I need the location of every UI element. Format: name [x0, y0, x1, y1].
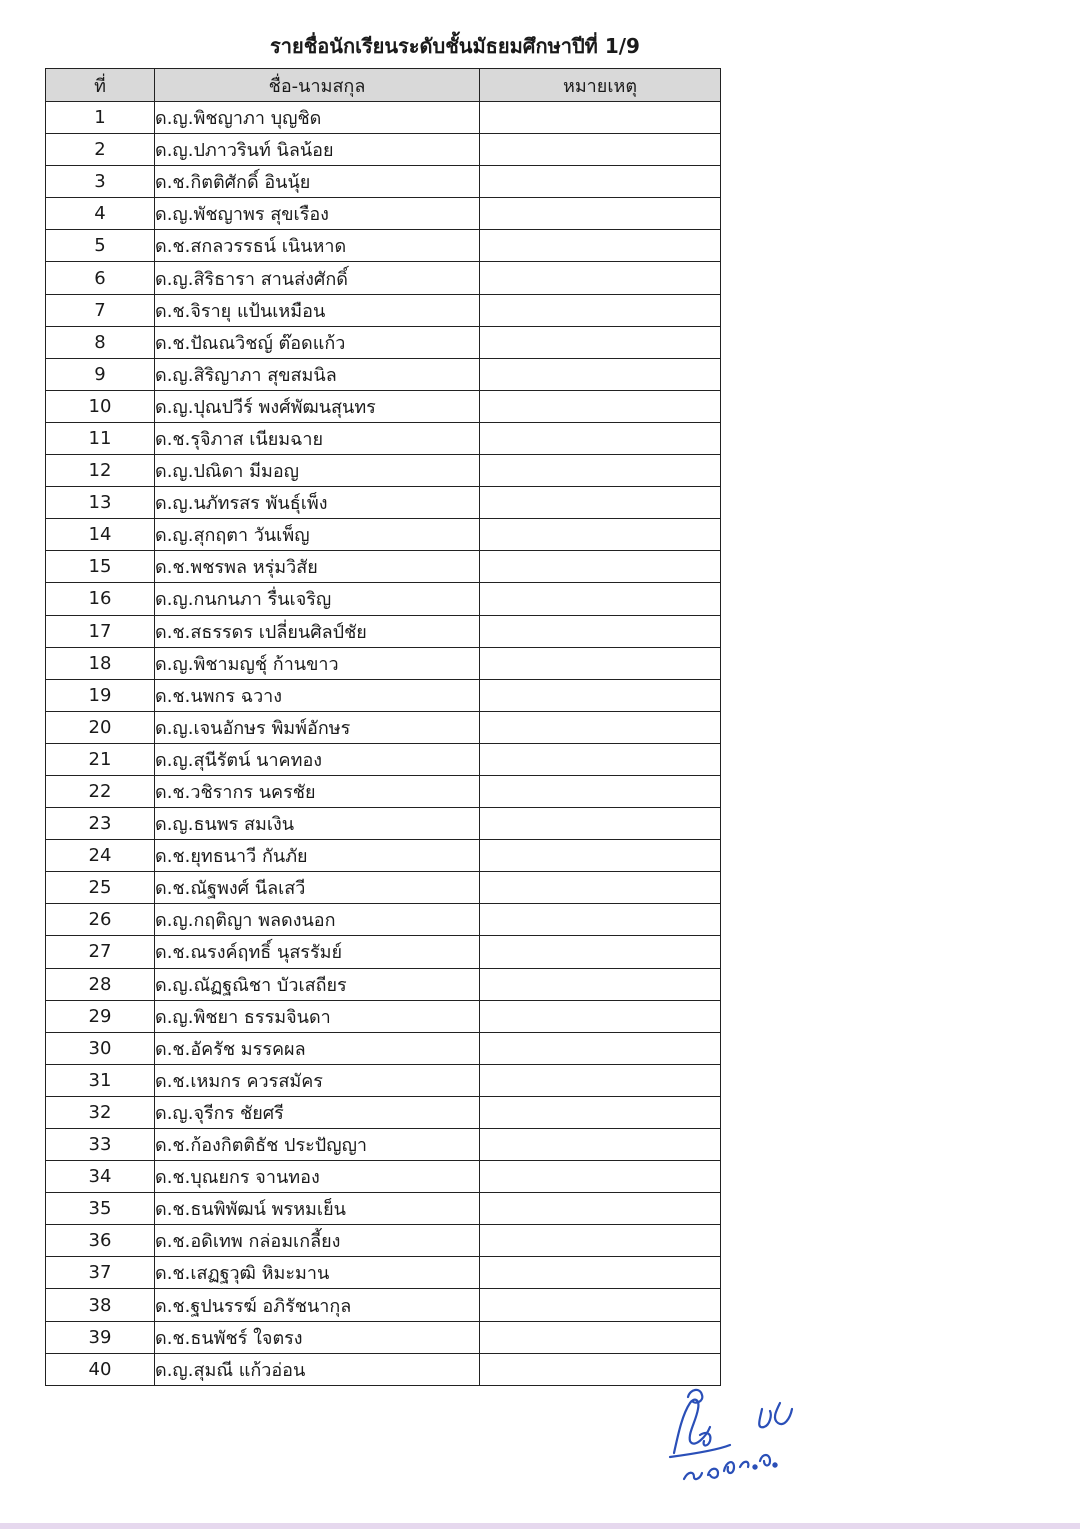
table-row	[46, 583, 721, 615]
row-number: 19	[46, 679, 155, 711]
remark-cell	[480, 1064, 721, 1096]
row-number: 1	[46, 102, 155, 134]
student-name: ด.ช.วชิรากร นครชัย	[155, 775, 480, 807]
student-name: ด.ช.รุจิภาส เนียมฉาย	[155, 422, 480, 454]
remark-cell	[480, 872, 721, 904]
table-row	[46, 711, 721, 743]
student-name: ด.ช.บุณยกร จานทอง	[155, 1161, 480, 1193]
student-name: ด.ช.ปัณณวิชญ์ ต๊อดแก้ว	[155, 326, 480, 358]
remark-cell	[480, 134, 721, 166]
student-name: ด.ช.ฐปนรรฆ์ อภิรัชนากุล	[155, 1289, 480, 1321]
remark-cell	[480, 1321, 721, 1353]
table-row	[46, 1161, 721, 1193]
table-row	[46, 487, 721, 519]
table-row	[46, 1032, 721, 1064]
remark-cell	[480, 647, 721, 679]
row-number: 7	[46, 294, 155, 326]
row-number: 21	[46, 743, 155, 775]
student-name: ด.ญ.ปุณปวีร์ พงศ์พัฒนสุนทร	[155, 390, 480, 422]
table-row	[46, 647, 721, 679]
student-name: ด.ช.ณรงค์ฤทธิ์ นุสรรัมย์	[155, 936, 480, 968]
table-row	[46, 808, 721, 840]
row-number: 2	[46, 134, 155, 166]
table-row	[46, 872, 721, 904]
row-number: 10	[46, 390, 155, 422]
remark-cell	[480, 904, 721, 936]
row-number: 4	[46, 198, 155, 230]
student-name: ด.ญ.ปภาวรินท์ นิลน้อย	[155, 134, 480, 166]
table-row	[46, 230, 721, 262]
table-row	[46, 294, 721, 326]
row-number: 5	[46, 230, 155, 262]
row-number: 25	[46, 872, 155, 904]
table-header-row	[46, 69, 721, 102]
table-row	[46, 968, 721, 1000]
table-row	[46, 615, 721, 647]
student-name: ด.ญ.นภัทรสร พันธุ์เพ็ง	[155, 487, 480, 519]
table-row	[46, 198, 721, 230]
student-name: ด.ช.ธนพิพัฒน์ พรหมเย็น	[155, 1193, 480, 1225]
remark-cell	[480, 936, 721, 968]
remark-cell	[480, 1289, 721, 1321]
table-row	[46, 102, 721, 134]
row-number: 40	[46, 1353, 155, 1385]
row-number: 33	[46, 1129, 155, 1161]
row-number: 12	[46, 455, 155, 487]
header-remark: หมายเหตุ	[480, 69, 721, 102]
remark-cell	[480, 262, 721, 294]
row-number: 29	[46, 1000, 155, 1032]
remark-cell	[480, 1000, 721, 1032]
row-number: 36	[46, 1225, 155, 1257]
row-number: 22	[46, 775, 155, 807]
remark-cell	[480, 326, 721, 358]
table-row	[46, 840, 721, 872]
remark-cell	[480, 390, 721, 422]
student-name: ด.ช.เสฏฐวุฒิ หิมะมาน	[155, 1257, 480, 1289]
table-row	[46, 1353, 721, 1385]
student-name: ด.ช.กิตติศักดิ์ อินนุ้ย	[155, 166, 480, 198]
table-row	[46, 1000, 721, 1032]
table-row	[46, 1225, 721, 1257]
student-name: ด.ญ.สิริธารา สานส่งศักดิ์	[155, 262, 480, 294]
row-number: 15	[46, 551, 155, 583]
header-name: ชื่อ-นามสกุล	[155, 69, 480, 102]
student-name: ด.ช.สธรรดร เปลี่ยนศิลป์ชัย	[155, 615, 480, 647]
row-number: 9	[46, 358, 155, 390]
remark-cell	[480, 775, 721, 807]
student-name: ด.ญ.พัชญาพร สุขเรือง	[155, 198, 480, 230]
remark-cell	[480, 166, 721, 198]
remark-cell	[480, 422, 721, 454]
remark-cell	[480, 615, 721, 647]
table-row	[46, 1064, 721, 1096]
row-number: 31	[46, 1064, 155, 1096]
remark-cell	[480, 968, 721, 1000]
remark-cell	[480, 294, 721, 326]
row-number: 35	[46, 1193, 155, 1225]
table-row	[46, 1289, 721, 1321]
remark-cell	[480, 1096, 721, 1128]
row-number: 17	[46, 615, 155, 647]
table-row	[46, 551, 721, 583]
student-name: ด.ญ.เจนอักษร พิมพ์อักษร	[155, 711, 480, 743]
row-number: 3	[46, 166, 155, 198]
student-name: ด.ญ.กฤติญา พลดงนอก	[155, 904, 480, 936]
student-name: ด.ญ.สุนีรัตน์ นาคทอง	[155, 743, 480, 775]
student-name: ด.ญ.จุรีกร ชัยศรี	[155, 1096, 480, 1128]
table-row	[46, 1193, 721, 1225]
table-row	[46, 455, 721, 487]
student-name: ด.ช.พชรพล หรุ่มวิสัย	[155, 551, 480, 583]
row-number: 8	[46, 326, 155, 358]
student-name: ด.ญ.กนกนภา รื่นเจริญ	[155, 583, 480, 615]
student-name: ด.ช.ธนพัชร์ ใจตรง	[155, 1321, 480, 1353]
table-row	[46, 679, 721, 711]
remark-cell	[480, 102, 721, 134]
remark-cell	[480, 230, 721, 262]
student-name: ด.ญ.ธนพร สมเงิน	[155, 808, 480, 840]
remark-cell	[480, 1161, 721, 1193]
student-name: ด.ช.จิรายุ แป้นเหมือน	[155, 294, 480, 326]
student-name: ด.ช.ยุทธนาวี กันภัย	[155, 840, 480, 872]
student-name: ด.ช.อัครัช มรรคผล	[155, 1032, 480, 1064]
table-row	[46, 390, 721, 422]
student-name: ด.ญ.ปณิดา มีมอญ	[155, 455, 480, 487]
remark-cell	[480, 358, 721, 390]
student-name: ด.ช.อดิเทพ กล่อมเกลี้ยง	[155, 1225, 480, 1257]
student-name: ด.ช.สกลวรรธน์ เนินหาด	[155, 230, 480, 262]
student-name: ด.ญ.พิชามญชุ์ ก้านขาว	[155, 647, 480, 679]
row-number: 28	[46, 968, 155, 1000]
student-name: ด.ช.ณัฐพงศ์ นีลเสวี	[155, 872, 480, 904]
row-number: 13	[46, 487, 155, 519]
remark-cell	[480, 455, 721, 487]
row-number: 38	[46, 1289, 155, 1321]
remark-cell	[480, 1032, 721, 1064]
remark-cell	[480, 808, 721, 840]
student-name: ด.ญ.สุมณี แก้วอ่อน	[155, 1353, 480, 1385]
remark-cell	[480, 679, 721, 711]
row-number: 27	[46, 936, 155, 968]
table-row	[46, 134, 721, 166]
remark-cell	[480, 487, 721, 519]
row-number: 39	[46, 1321, 155, 1353]
row-number: 37	[46, 1257, 155, 1289]
row-number: 6	[46, 262, 155, 294]
student-name: ด.ญ.สิริญาภา สุขสมนิล	[155, 358, 480, 390]
remark-cell	[480, 1129, 721, 1161]
table-row	[46, 1129, 721, 1161]
student-name: ด.ญ.พิชญาภา บุญชิด	[155, 102, 480, 134]
row-number: 18	[46, 647, 155, 679]
row-number: 16	[46, 583, 155, 615]
table-row	[46, 775, 721, 807]
student-name: ด.ญ.ณัฏฐณิชา บัวเสถียร	[155, 968, 480, 1000]
header-number: ที่	[46, 69, 155, 102]
table-row	[46, 743, 721, 775]
remark-cell	[480, 743, 721, 775]
row-number: 30	[46, 1032, 155, 1064]
row-number: 32	[46, 1096, 155, 1128]
row-number: 11	[46, 422, 155, 454]
table-row	[46, 1321, 721, 1353]
remark-cell	[480, 840, 721, 872]
table-row	[46, 326, 721, 358]
table-row	[46, 904, 721, 936]
remark-cell	[480, 519, 721, 551]
remark-cell	[480, 1193, 721, 1225]
document-title: รายชื่อนักเรียนระดับชั้นมัธยมศึกษาปีที่ 1/9	[270, 34, 640, 58]
table-row	[46, 166, 721, 198]
remark-cell	[480, 1257, 721, 1289]
remark-cell	[480, 711, 721, 743]
student-roster-table	[45, 68, 721, 1386]
table-row	[46, 1096, 721, 1128]
row-number: 24	[46, 840, 155, 872]
row-number: 20	[46, 711, 155, 743]
table-row	[46, 936, 721, 968]
remark-cell	[480, 551, 721, 583]
table-row	[46, 262, 721, 294]
table-row	[46, 358, 721, 390]
page-edge-stripe	[0, 1523, 1080, 1529]
table-row	[46, 1257, 721, 1289]
student-name: ด.ญ.สุกฤตา วันเพ็ญ	[155, 519, 480, 551]
handwritten-signature-icon	[660, 1375, 810, 1485]
row-number: 34	[46, 1161, 155, 1193]
table-row	[46, 519, 721, 551]
student-name: ด.ช.ก้องกิตติธัช ประปัญญา	[155, 1129, 480, 1161]
remark-cell	[480, 198, 721, 230]
remark-cell	[480, 1225, 721, 1257]
student-name: ด.ช.เหมกร ควรสมัคร	[155, 1064, 480, 1096]
student-name: ด.ช.นพกร ฉวาง	[155, 679, 480, 711]
row-number: 26	[46, 904, 155, 936]
remark-cell	[480, 583, 721, 615]
student-name: ด.ญ.พิชยา ธรรมจินดา	[155, 1000, 480, 1032]
table-row	[46, 422, 721, 454]
row-number: 14	[46, 519, 155, 551]
row-number: 23	[46, 808, 155, 840]
